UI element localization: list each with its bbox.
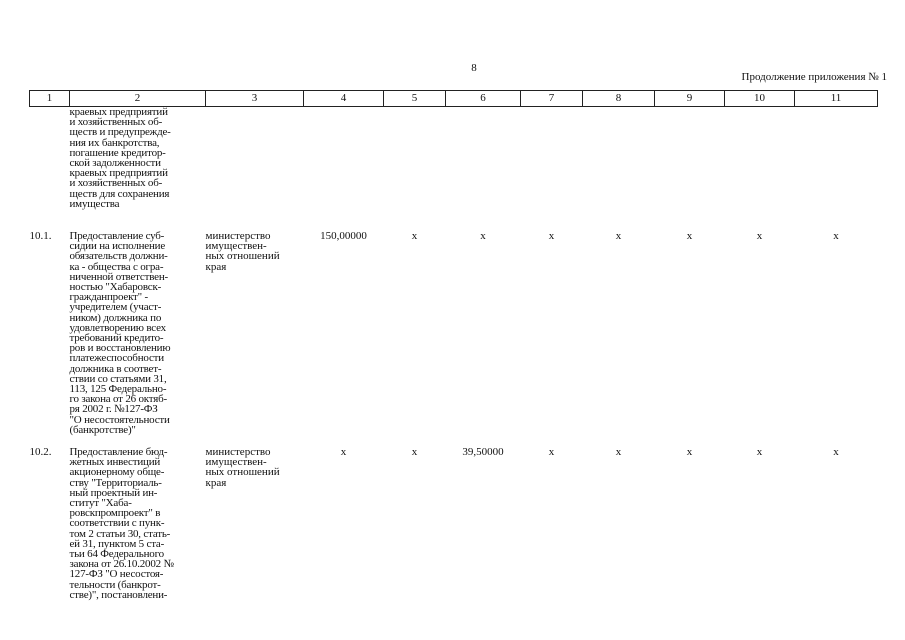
desc-line: ровскпромпроект" в [69, 507, 161, 520]
row-description [70, 231, 206, 447]
continuation-note: Продолжение приложения № 1 [741, 71, 887, 83]
desc-line: Предоставление суб- [69, 230, 165, 242]
desc-line: погашение кредитор- [69, 146, 166, 159]
row-ministry [206, 231, 304, 447]
cell-col5: х [411, 230, 418, 242]
ministry-line: края [205, 260, 227, 273]
cell-col5 [384, 107, 446, 232]
cell-col5: х [411, 446, 418, 458]
table-row [30, 447, 878, 627]
desc-line: ститут "Хаба- [69, 497, 132, 510]
desc-line: ществ и предупрежде- [69, 126, 171, 139]
table-row [30, 231, 878, 447]
desc-line: ником) должника по [69, 311, 162, 324]
desc-line: ный проектный ин- [69, 486, 158, 499]
desc-line: удовлетворению всех [69, 321, 166, 334]
cell-col6: 39,50000 [462, 446, 504, 458]
ministry-line: имуществен- [205, 456, 267, 469]
ministry-line: имуществен- [205, 240, 267, 253]
desc-line: "О несостоятельности [69, 413, 170, 426]
desc-line: ка - общества с огра- [69, 260, 164, 273]
cell-col11: х [833, 230, 839, 242]
desc-line: Предоставление бюд- [69, 446, 168, 458]
cell-col10 [725, 107, 795, 232]
row-number: 10.1. [29, 230, 52, 242]
cell-col10: х [756, 446, 763, 458]
cell-col8 [583, 107, 655, 232]
desc-line: 127-ФЗ "О несостоя- [69, 568, 164, 581]
desc-line: должника в соответ- [69, 362, 162, 375]
column-header: 3 [206, 91, 304, 107]
desc-line: соответствии с пунк- [69, 517, 165, 530]
desc-line: ей 31, пунктом 5 ста- [69, 537, 165, 550]
desc-line: ния их банкротства, [69, 136, 160, 149]
page-number: 8 [471, 62, 477, 74]
ministry-line: ных отношений [205, 466, 280, 479]
cell-col9: х [686, 230, 693, 242]
desc-line: ров и восстановлению [69, 342, 171, 355]
column-header: 11 [795, 91, 878, 107]
desc-line: гражданпроект" - [69, 291, 148, 304]
desc-line: и хозяйственных об- [69, 116, 163, 129]
row-ministry [206, 447, 304, 627]
desc-line: закона от 26.10.2002 № [69, 558, 174, 571]
desc-line: ниченной ответствен- [69, 270, 168, 283]
desc-line: го закона от 26 октяб- [69, 393, 167, 406]
column-header: 7 [521, 91, 583, 107]
desc-line: краевых предприятий [69, 167, 168, 180]
cell-col6: х [480, 230, 486, 242]
desc-line: и хозяйственных об- [69, 177, 163, 190]
row-number: 10.2. [29, 446, 52, 458]
desc-line: тьи 64 Федерального [69, 548, 164, 561]
desc-line: ствии со статьями 31, [69, 372, 167, 385]
desc-line: обязательств должни- [69, 250, 168, 263]
cell-col7: х [548, 446, 555, 458]
cell-col9: х [686, 446, 693, 458]
column-header: 6 [446, 91, 521, 107]
column-header: 4 [304, 91, 384, 107]
row-description [70, 447, 206, 627]
desc-line: требований кредито- [69, 332, 164, 345]
cell-col11 [795, 107, 878, 232]
column-header: 5 [384, 91, 446, 107]
cell-col6 [446, 107, 521, 232]
desc-line: краевых предприятий [69, 106, 168, 118]
desc-line: платежеспособности [69, 352, 164, 365]
cell-col10: х [756, 230, 763, 242]
desc-line: ству "Территориаль- [69, 476, 162, 489]
cell-col4: 150,00000 [320, 230, 367, 242]
column-header: 9 [655, 91, 725, 107]
appendix-table [29, 90, 878, 627]
table-row [30, 107, 878, 232]
cell-col4: х [340, 446, 347, 458]
desc-line: жетных инвестиций [69, 456, 161, 469]
desc-line: имущества [69, 197, 120, 210]
desc-line: 113, 125 Федерально- [69, 383, 167, 396]
desc-line: (банкротстве)" [69, 423, 136, 436]
desc-line: учредителем (участ- [69, 301, 162, 314]
row-ministry [206, 107, 304, 232]
column-header: 2 [70, 91, 206, 107]
desc-line: ностью "Хабаровск- [69, 281, 162, 294]
cell-col4 [304, 107, 384, 232]
desc-line: сидии на исполнение [69, 240, 166, 253]
cell-col11: х [833, 446, 839, 458]
desc-line: том 2 статьи 30, стать- [69, 527, 171, 540]
column-header: 8 [583, 91, 655, 107]
desc-line: ской задолженности [69, 157, 161, 170]
desc-line: тельности (банкрот- [69, 578, 161, 591]
header-row [30, 91, 878, 107]
cell-col9 [655, 107, 725, 232]
ministry-line: ных отношений [205, 250, 280, 263]
cell-col8: х [615, 446, 622, 458]
cell-col7: х [548, 230, 555, 242]
column-header: 1 [30, 91, 70, 107]
ministry-line: края [205, 476, 227, 489]
cell-col7 [521, 107, 583, 232]
row-number [30, 107, 70, 232]
desc-line: акционерному обще- [69, 466, 165, 479]
desc-line: стве)", постановлени- [69, 588, 168, 601]
row-description [70, 107, 206, 232]
desc-line: ществ для сохранения [69, 187, 170, 200]
ministry-line: министерство [205, 446, 271, 458]
column-header: 10 [725, 91, 795, 107]
cell-col8: х [615, 230, 622, 242]
ministry-line: министерство [205, 230, 271, 242]
desc-line: ря 2002 г. №127-ФЗ [69, 403, 158, 416]
